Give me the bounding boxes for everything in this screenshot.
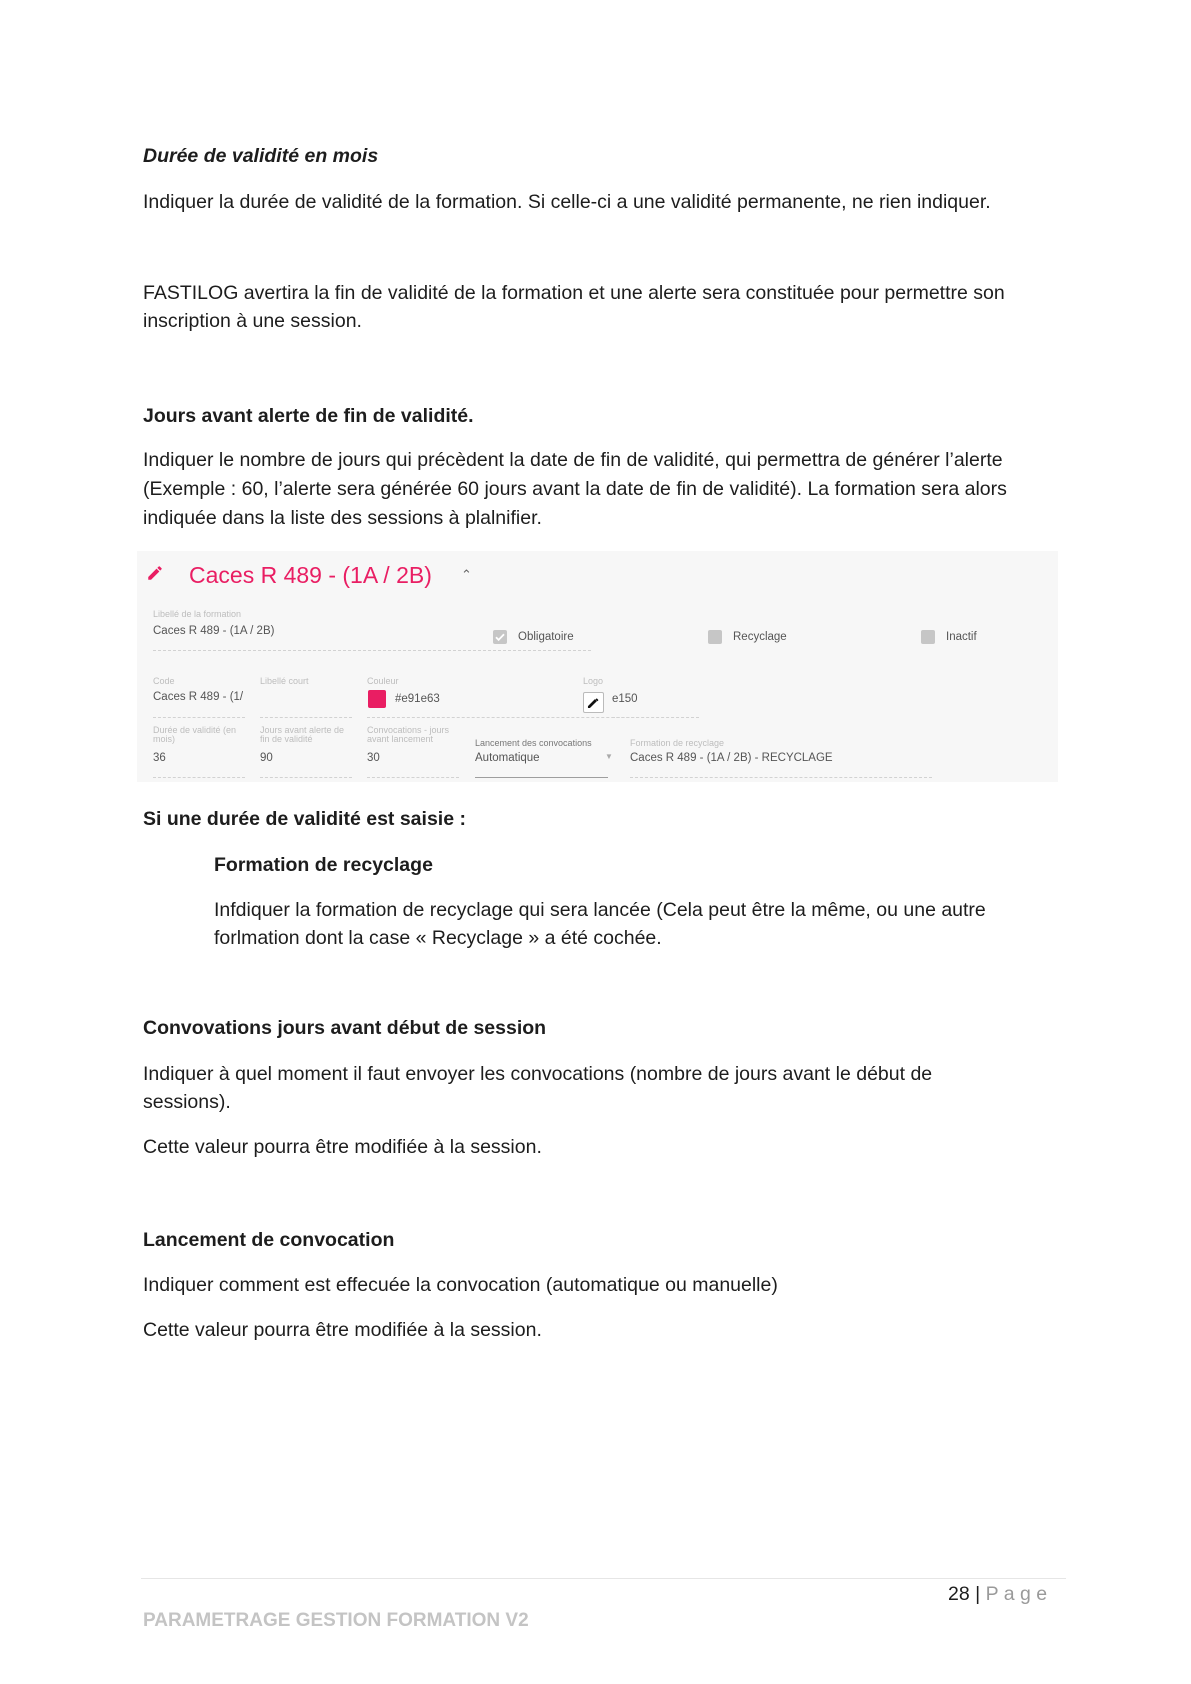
libelle-underline — [153, 650, 591, 651]
collapse-chevron-icon[interactable]: ⌃ — [461, 567, 472, 582]
paragraph-alert-line3: indiquée dans la liste des sessions à plalnifier. — [143, 507, 542, 529]
recyclage-label: Recyclage — [733, 631, 787, 643]
logo-preview[interactable] — [583, 692, 604, 713]
paragraph-alert-line2: (Exemple : 60, l’alerte sera générée 60 jours avant la date de fin de validité). La formation sera alors — [143, 478, 1007, 500]
heading-alert-days: Jours avant alerte de fin de validité. — [143, 405, 474, 427]
couleur-underline — [367, 717, 699, 718]
couleur-input[interactable]: #e91e63 — [395, 693, 440, 705]
libelle-court-label: Libellé court — [260, 676, 309, 686]
dropdown-arrow-icon[interactable]: ▼ — [605, 752, 613, 761]
code-underline — [153, 717, 245, 718]
duree-input[interactable]: 36 — [153, 752, 166, 764]
paragraph-convocation-line1: Indiquer à quel moment il faut envoyer les convocations (nombre de jours avant le début de — [143, 1063, 933, 1085]
convocations-input[interactable]: 30 — [367, 752, 380, 764]
recyclage-formation-label: Formation de recyclage — [630, 738, 725, 748]
check-icon — [493, 630, 507, 644]
footer-doc-title: PARAMETRAGE GESTION FORMATION V2 — [143, 1610, 529, 1631]
paragraph-fastilog-line1: FASTILOG avertira la fin de validité de la formation et une alerte sera constituée pour permettre son — [143, 282, 1005, 304]
paragraph-alert-line1: Indiquer le nombre de jours qui précèdent la date de fin de validité, qui permettra de générer l’alerte — [143, 449, 1003, 471]
convocations-underline — [367, 777, 459, 778]
pencil-logo-icon — [584, 693, 603, 712]
inactif-checkbox[interactable] — [921, 630, 935, 644]
lancement-underline — [475, 777, 608, 778]
obligatoire-checkbox[interactable] — [493, 630, 507, 644]
convocations-label-line2: avant lancement — [367, 734, 434, 744]
page-number: 28 — [948, 1583, 970, 1605]
jours-input[interactable]: 90 — [260, 752, 273, 764]
jours-underline — [260, 777, 352, 778]
page-separator: | — [975, 1583, 981, 1605]
paragraph-validity: Indiquer la durée de validité de la formation. Si celle-ci a une validité permanente, ne rien indiquer. — [143, 191, 991, 213]
paragraph-convocation-line3: Cette valeur pourra être modifiée à la session. — [143, 1136, 542, 1158]
paragraph-fastilog-line2: inscription à une session. — [143, 310, 362, 332]
page-word: P a g e — [985, 1583, 1048, 1605]
couleur-swatch[interactable] — [368, 690, 386, 708]
libelle-label: Libellé de la formation — [153, 609, 242, 619]
code-label: Code — [153, 676, 175, 686]
libelle-input[interactable]: Caces R 489 - (1A / 2B) — [153, 625, 275, 637]
form-title: Caces R 489 - (1A / 2B) — [189, 562, 432, 588]
heading-if-validity: Si une durée de validité est saisie : — [143, 808, 466, 830]
heading-convocation-days: Convovations jours avant début de session — [143, 1017, 547, 1039]
inactif-label: Inactif — [946, 631, 977, 643]
logo-input[interactable]: e150 — [612, 693, 638, 705]
paragraph-launch-line1: Indiquer comment est effecuée la convocation (automatique ou manuelle) — [143, 1274, 778, 1296]
lancement-label: Lancement des convocations — [475, 738, 592, 748]
heading-validity: Durée de validité en mois — [143, 145, 379, 167]
recyclage-formation-input[interactable]: Caces R 489 - (1A / 2B) - RECYCLAGE — [630, 752, 833, 764]
paragraph-launch-line2: Cette valeur pourra être modifiée à la session. — [143, 1319, 542, 1341]
recyclage-checkbox[interactable] — [708, 630, 722, 644]
footer-rule — [141, 1578, 1066, 1579]
libelle-court-underline — [260, 717, 352, 718]
logo-underline — [612, 717, 639, 718]
formation-form-screenshot — [137, 551, 1058, 782]
duree-underline — [153, 777, 245, 778]
edit-pencil-icon[interactable] — [146, 564, 164, 582]
obligatoire-label: Obligatoire — [518, 631, 574, 643]
paragraph-recycling-line1: Infdiquer la formation de recyclage qui sera lancée (Cela peut être la même, ou une autre — [214, 899, 986, 921]
page-indicator — [948, 1581, 1047, 1607]
lancement-select[interactable]: Automatique — [475, 752, 540, 764]
couleur-label: Couleur — [367, 676, 399, 686]
duree-label-line2: mois) — [153, 734, 175, 744]
duree-label-line1: Durée de validité (en — [153, 725, 237, 735]
jours-label-line1: Jours avant alerte de — [260, 725, 345, 735]
code-input[interactable]: Caces R 489 - (1/ — [153, 691, 244, 703]
convocations-label-line1: Convocations - jours — [367, 725, 450, 735]
logo-label: Logo — [583, 676, 604, 686]
paragraph-convocation-line2: sessions). — [143, 1091, 231, 1113]
recyclage-formation-underline — [630, 777, 932, 778]
paragraph-recycling-line2: forlmation dont la case « Recyclage » a été cochée. — [214, 927, 662, 949]
subheading-recycling: Formation de recyclage — [214, 854, 433, 876]
jours-label-line2: fin de validité — [260, 734, 313, 744]
heading-convocation-launch: Lancement de convocation — [143, 1229, 395, 1251]
